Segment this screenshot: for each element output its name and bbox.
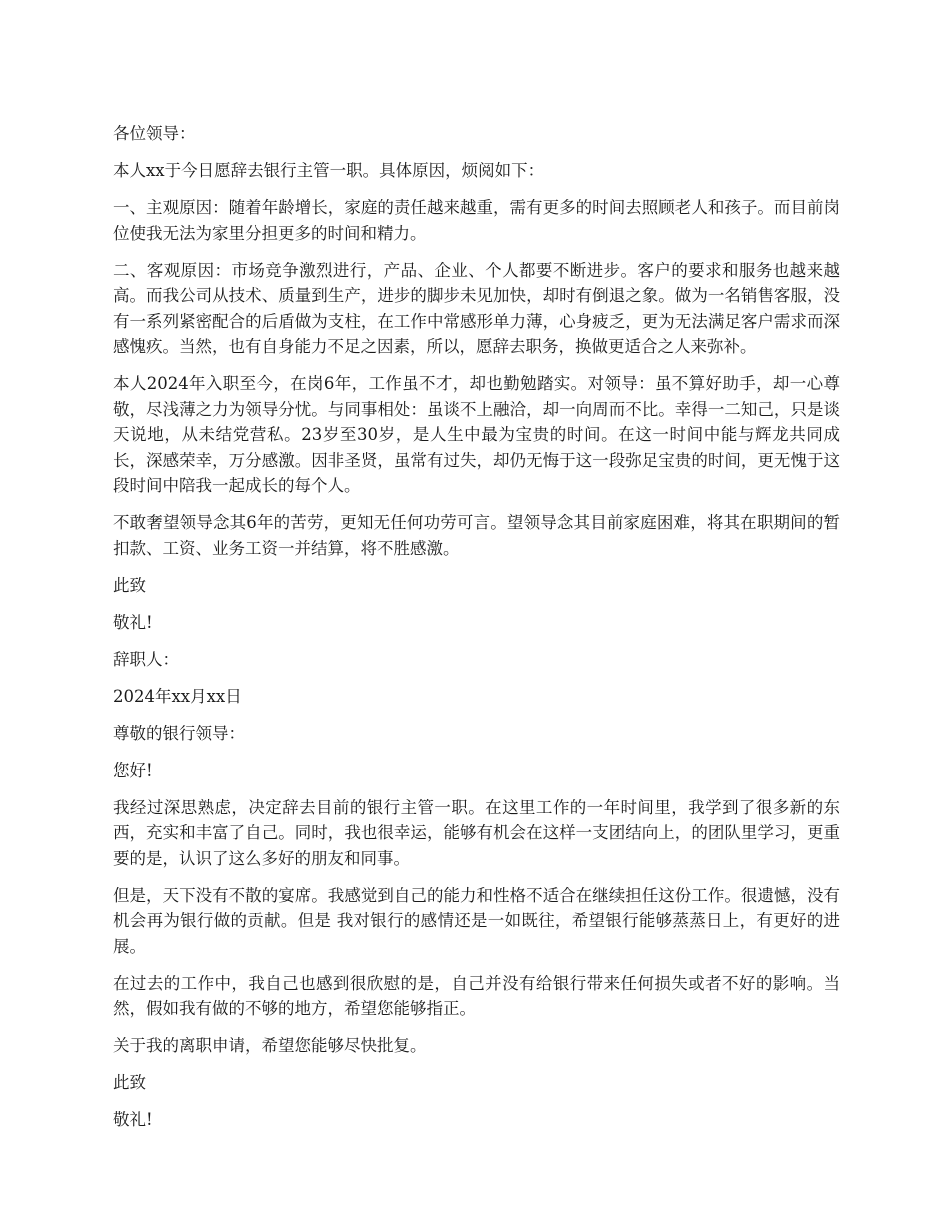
closing-jingli-second: 敬礼! <box>113 1110 153 1129</box>
document-body <box>113 121 840 1144</box>
date-line: 2024年xx月xx日 <box>113 686 242 706</box>
settlement-request-paragraph: 不敢奢望领导念其6年的苦劳，更知无任何功劳可言。望领导念其目前家庭困难，将其在职期间的暂扣款、工资、业务工资一并结算，将不胜感激。 <box>113 513 840 558</box>
salutation: 各位领导： <box>113 124 196 143</box>
salutation-second-letter: 尊敬的银行领导： <box>113 723 245 743</box>
closing-jingli: 敬礼! <box>113 612 153 632</box>
closing-cizhi-second: 此致 <box>113 1073 146 1092</box>
regret-paragraph: 但是，天下没有不散的宴席。我感觉到自己的能力和性格不适合在继续担任这份工作。很遗憾，没有机会再为银行做的贡献。但是 我对银行的感情还是一如既往，希望银行能够蒸蒸日上，有更好的进展。 <box>113 885 840 956</box>
work-history-paragraph: 本人2024年入职至今，在岗6年，工作虽不才，却也勤勉踏实。对领导：虽不算好助手，却一心尊敬，尽浅薄之力为领导分忧。与同事相处：虽谈不上融洽，却一向周而不比。幸得一二知己，只是谈天说地，从未结党营私。23岁至30岁，是人生中最为宝贵的时间。在这一时间中能与辉龙共同成长，深感荣幸，万分感激。因非圣贤，虽常有过失，却仍无悔于这一段弥足宝贵的时间，更无愧于这段时间中陪我一起成长的每个人。 <box>113 374 840 495</box>
decision-paragraph: 我经过深思熟虑，决定辞去目前的银行主管一职。在这里工作的一年时间里，我学到了很多新的东西，充实和丰富了自己。同时，我也很幸运，能够有机会在这样一支团结向上，的团队里学习，更重要的是，认识了这么多好的朋友和同事。 <box>113 797 840 868</box>
approval-request-paragraph: 关于我的离职申请，希望您能够尽快批复。 <box>113 1036 427 1055</box>
subjective-reason-paragraph: 一、主观原因：随着年龄增长，家庭的责任越来越重，需有更多的时间去照顾老人和孩子。而目前岗位使我无法为家里分担更多的时间和精力。 <box>113 198 840 243</box>
signature-label: 辞职人： <box>113 649 179 669</box>
intro-paragraph: 本人xx于今日愿辞去银行主管一职。具体原因，烦阅如下： <box>113 161 545 180</box>
closing-cizhi: 此致 <box>113 575 146 595</box>
greeting: 您好! <box>113 760 153 780</box>
objective-reason-paragraph: 二、客观原因：市场竞争激烈进行，产品、企业、个人都要不断进步。客户的要求和服务也越来越高。而我公司从技术、质量到生产，进步的脚步未见加快，却时有倒退之象。做为一名销售客服，没有一系列紧密配合的后盾做为支柱，在工作中常感形单力薄，心身疲乏，更为无法满足客户需求而深感愧疚。当然，也有自身能力不足之因素，所以，愿辞去职务，换做更适合之人来弥补。 <box>113 260 840 356</box>
reflection-paragraph: 在过去的工作中，我自己也感到很欣慰的是，自己并没有给银行带来任何损失或者不好的影响。当然，假如我有做的不够的地方，希望您能够指正。 <box>113 973 840 1018</box>
